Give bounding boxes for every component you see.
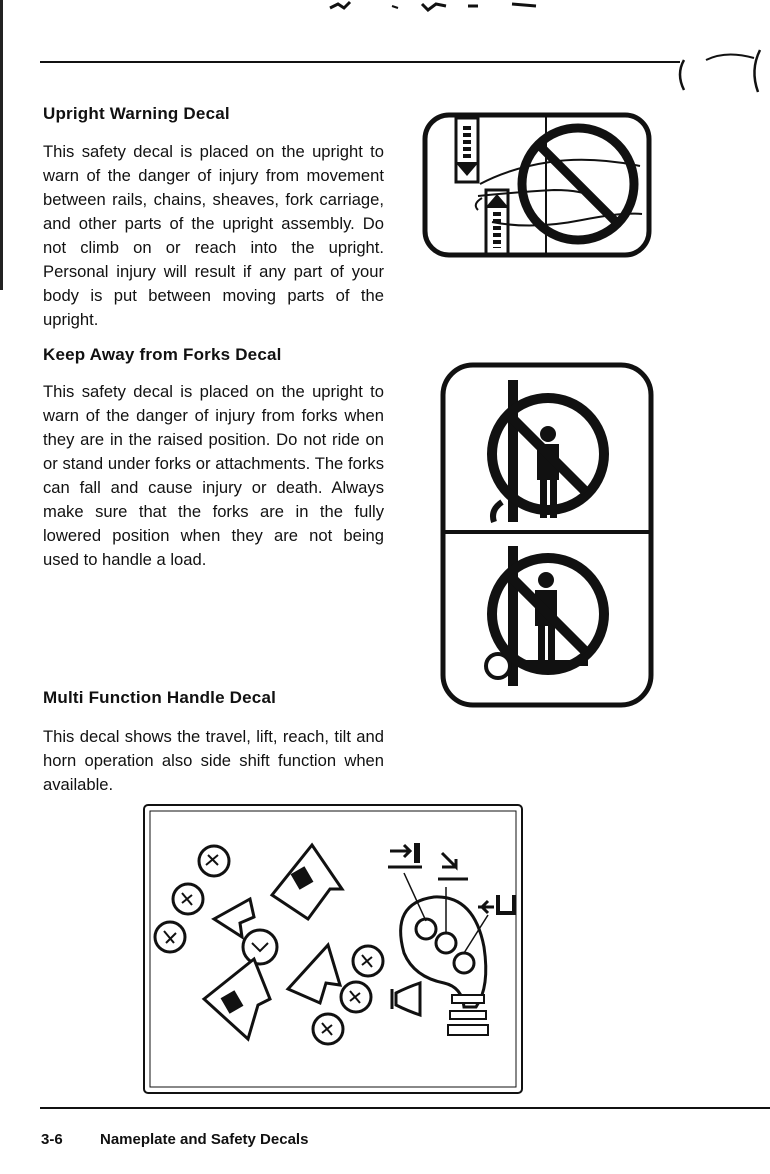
footer-rule: [40, 1107, 770, 1109]
section-body: This decal shows the travel, lift, reach, tilt and horn operation also side shift function when available.: [43, 727, 384, 794]
section-heading: Upright Warning Decal: [43, 104, 230, 123]
section-body: This safety decal is placed on the upright to warn of the danger of injury from forks when they are in the raised position. Do not ride on or stand under forks or attachments. The forks can fall and cause injury or death. Always make sure that the forks are in the fully lowered position when they are not being used to handle a load.: [43, 382, 384, 569]
section-body: This safety decal is placed on the upright to warn of the danger of injury from movement between rails, chains, sheaves, fork carriage, and other parts of the upright assembly. Do not climb on or reach into the upright. Personal injury will result if any part of your body is put between moving parts of the upright.: [43, 142, 384, 329]
footer-section-title: Nameplate and Safety Decals: [100, 1131, 309, 1148]
keep-away-forks-decal-icon: [440, 362, 654, 708]
left-edge-shadow: [0, 0, 3, 290]
corner-marks: [670, 40, 770, 100]
scan-artifact-top: [300, 0, 560, 14]
upright-warning-decal-icon: [422, 112, 652, 258]
page-number: 3-6: [41, 1131, 63, 1148]
header-rule: [40, 61, 680, 63]
multi-function-handle-decal-icon: [142, 803, 524, 1095]
section-heading: Keep Away from Forks Decal: [43, 345, 282, 364]
section-heading: Multi Function Handle Decal: [43, 688, 277, 707]
